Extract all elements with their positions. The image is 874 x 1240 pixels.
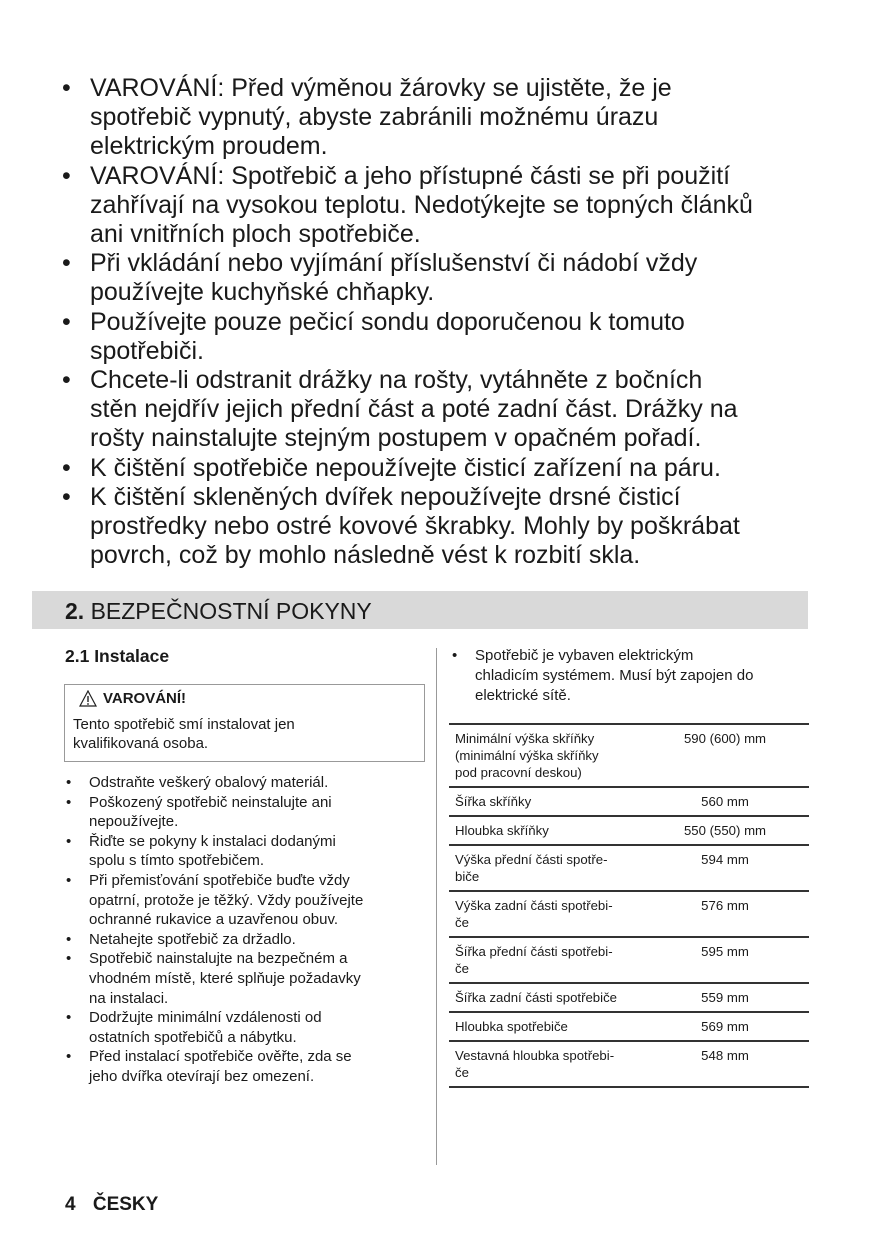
text-line: Používejte pouze pečicí sondu doporučenou k tomuto (90, 307, 685, 336)
text-line: K čištění skleněných dvířek nepoužívejte drsné čisticí (90, 482, 681, 511)
list-item (62, 162, 822, 250)
text-line: Vestavná hloubka spotřebi- (455, 1048, 615, 1063)
text-line: spotřebiči. (90, 336, 204, 365)
list-item (62, 74, 822, 162)
list-item (62, 454, 822, 483)
dimension-label (449, 787, 641, 816)
text-line: chladicím systémem. Musí být zapojen do (475, 667, 754, 684)
text-line: stěn nejdřív jejich přední část a poté zadní část. Drážky na (90, 395, 738, 424)
dimension-label (449, 816, 641, 845)
text-line: rošty nainstalujte stejným postupem v opačném pořadí. (90, 424, 702, 453)
text-line: Odstraňte veškerý obalový materiál. (89, 774, 329, 791)
text-line: Minimální výška skříňky (455, 731, 595, 746)
text-line: vhodném místě, které splňuje požadavky (89, 969, 361, 987)
footer-language: ČESKY (92, 1194, 159, 1215)
table-row (449, 1041, 809, 1087)
table-row (449, 937, 809, 983)
text-line: Při přemisťování spotřebiče buďte vždy (89, 871, 350, 889)
list-item (62, 483, 822, 571)
table-row (449, 724, 809, 787)
dimension-value: 560 mm (641, 787, 809, 816)
dimension-value: 576 mm (641, 891, 809, 937)
dimension-label (449, 724, 641, 787)
text-line: Řiďte se pokyny k instalaci dodanými (89, 832, 336, 850)
list-item (64, 930, 434, 950)
cooling-bullet-list (450, 646, 810, 706)
text-line: ochranné rukavice a uzavřenou obuv. (89, 911, 339, 929)
text-line: Šířka přední části spotřebi- (455, 944, 613, 959)
list-item (64, 871, 434, 930)
section-title: BEZPEČNOSTNÍ POKYNY (90, 598, 372, 624)
list-item (62, 308, 822, 366)
text-line: biče (455, 869, 480, 884)
page-footer (65, 1194, 158, 1216)
table-row (449, 1012, 809, 1041)
dimension-value: 550 (550) mm (641, 816, 809, 845)
text-line: ani vnitřních ploch spotřebiče. (90, 220, 421, 249)
text-line: Šířka skříňky (455, 794, 532, 809)
table-row (449, 787, 809, 816)
text-line: K čištění spotřebiče nepoužívejte čisticí zařízení na páru. (90, 453, 721, 482)
text-line: Netahejte spotřebič za držadlo. (89, 930, 296, 948)
section-heading (32, 591, 808, 629)
table-row (449, 891, 809, 937)
page-number: 4 (65, 1194, 76, 1215)
warning-title: VAROVÁNÍ! (103, 690, 187, 707)
dimensions-table (449, 723, 809, 1088)
list-item (64, 1008, 434, 1047)
text-line: Chcete-li odstranit drážky na rošty, vytáhněte z bočních (90, 366, 703, 395)
dimension-value: 594 mm (641, 845, 809, 891)
text-line: prostředky nebo ostré kovové škrabky. Mohly by poškrábat (90, 512, 740, 541)
text-line: Spotřebič nainstalujte na bezpečném a (89, 950, 348, 968)
dimension-label (449, 937, 641, 983)
text-line: Dodržujte minimální vzdálenosti od (89, 1009, 322, 1027)
dimension-label (449, 891, 641, 937)
dimension-label (449, 1012, 641, 1041)
dimension-value: 548 mm (641, 1041, 809, 1087)
dimension-label (449, 845, 641, 891)
dimension-label (449, 1041, 641, 1087)
dimension-value: 595 mm (641, 937, 809, 983)
text-line: če (455, 1065, 469, 1080)
text-line: kvalifikovaná osoba. (73, 735, 209, 752)
text-line: nepoužívejte. (89, 813, 179, 831)
warning-text (73, 715, 416, 754)
list-item (62, 249, 822, 307)
text-line: pod pracovní deskou) (455, 765, 582, 780)
list-item (64, 773, 434, 793)
text-line: VAROVÁNÍ: Před výměnou žárovky se ujistěte, že je (90, 74, 672, 102)
dimension-value: 569 mm (641, 1012, 809, 1041)
text-line: Hloubka spotřebiče (455, 1019, 568, 1034)
dimension-value: 590 (600) mm (641, 724, 809, 787)
text-line: zahřívají na vysokou teplotu. Nedotýkejte se topných článků (90, 190, 753, 219)
text-line: elektrické sítě. (475, 687, 571, 704)
text-line: če (455, 915, 469, 930)
subsection-title: 2.1 Instalace (65, 646, 170, 666)
text-line: používejte kuchyňské chňapky. (90, 278, 435, 307)
list-item (64, 1047, 434, 1086)
text-line: ostatních spotřebičů a nábytku. (89, 1028, 297, 1046)
installation-bullet-list (64, 773, 434, 1087)
warning-box (64, 684, 425, 762)
text-line: Šířka zadní části spotřebiče (455, 990, 617, 1005)
text-line: (minimální výška skříňky (455, 748, 599, 763)
dimension-value: 559 mm (641, 983, 809, 1012)
text-line: Před instalací spotřebiče ověřte, zda se (89, 1048, 352, 1066)
text-line: spotřebič vypnutý, abyste zabránili možnému úrazu (90, 103, 659, 132)
text-line: VAROVÁNÍ: Spotřebič a jeho přístupné části se při použití (90, 161, 731, 190)
dimension-label (449, 983, 641, 1012)
text-line: opatrní, protože je těžký. Vždy používejte (89, 891, 364, 909)
text-line: Hloubka skříňky (455, 823, 549, 838)
table-row (449, 983, 809, 1012)
list-item (64, 793, 434, 832)
table-row (449, 845, 809, 891)
warning-triangle-icon (79, 690, 97, 707)
text-line: Tento spotřebič smí instalovat jen (73, 715, 295, 733)
text-line: Poškozený spotřebič neinstalujte ani (89, 793, 332, 811)
text-line: Výška zadní části spotřebi- (455, 898, 613, 913)
list-item (64, 949, 434, 1008)
list-item (64, 832, 434, 871)
section-number: 2. (65, 598, 85, 624)
text-line: na instalaci. (89, 989, 169, 1007)
text-line: če (455, 961, 469, 976)
text-line: povrch, což by mohlo následně vést k rozbití skla. (90, 541, 641, 570)
text-line: Výška přední části spotře- (455, 852, 608, 867)
column-divider (436, 648, 437, 1165)
list-item (450, 646, 810, 706)
text-line: jeho dvířka otevírají bez omezení. (89, 1067, 315, 1085)
table-row (449, 816, 809, 845)
text-line: elektrickým proudem. (90, 132, 328, 161)
text-line: spolu s tímto spotřebičem. (89, 852, 265, 870)
text-line: Spotřebič je vybaven elektrickým (475, 647, 694, 664)
text-line: Při vkládání nebo vyjímání příslušenství či nádobí vždy (90, 249, 698, 278)
list-item (62, 366, 822, 454)
safety-bullet-list (62, 74, 822, 570)
